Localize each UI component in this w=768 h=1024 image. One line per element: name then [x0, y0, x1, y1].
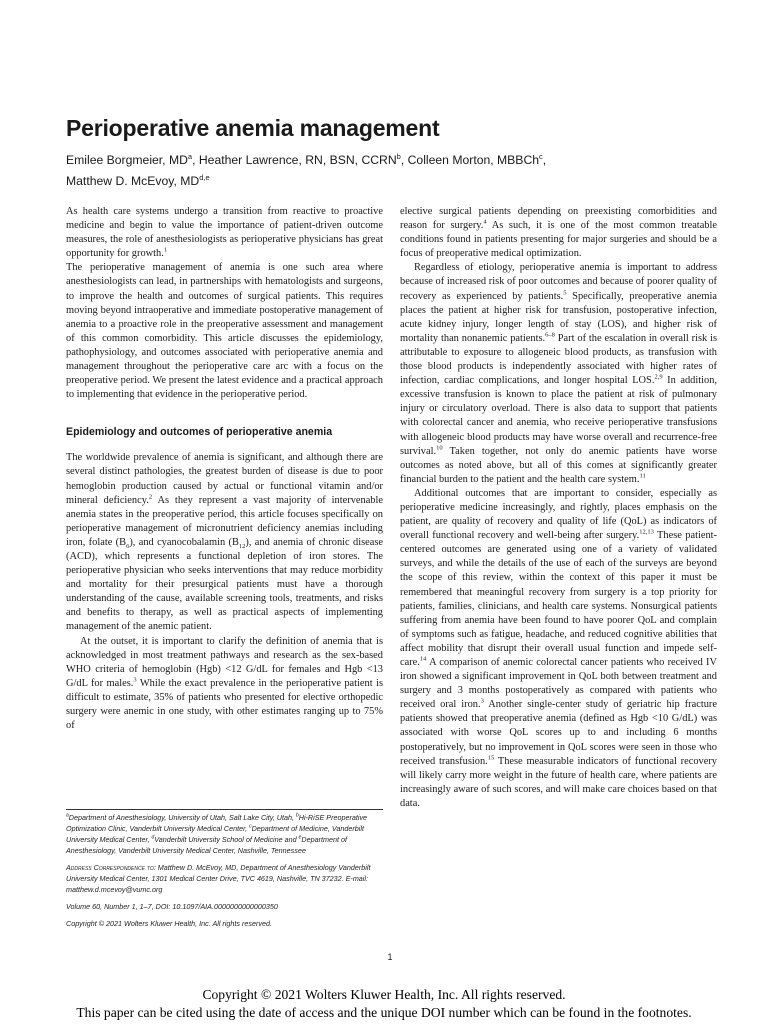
- author-affiliation-mark: b: [396, 152, 401, 161]
- subscript: 12: [238, 542, 246, 550]
- citation-ref: 1: [163, 246, 168, 254]
- author-name: Matthew D. McEvoy, MD: [66, 174, 200, 189]
- author-name: Emilee Borgmeier, MD: [66, 153, 188, 168]
- correspondence-label: Address Correspondence to:: [66, 863, 156, 872]
- citation-notice: This paper can be cited using the date of access and the unique DOI number which can be found in the footnotes.: [76, 1005, 692, 1020]
- affiliation-mark: e: [298, 834, 302, 841]
- right-column: [400, 205, 717, 811]
- paragraph-text: As such, it is one of the most common treatable conditions found in patients presenting for major surgeries and should be a focus of preoperative medical optimization.: [400, 220, 718, 260]
- paragraph-text: These patient-centered outcomes are generated using one of a variety of validated surveys, and while the details of the use of each of the surveys are beyond the scope of this review, within the context of this paper it must be remembered that meaningful recovery from surgery is a top priority for patients, families, clinicians, and health care systems. Nonsurgical patients suffering from anemia have been found to have poorer QoL and complain of symptoms such as fatigue, headache, and reduced cognitive abilities that affect mobility that disrupt their overall usual function and impede self-care.: [400, 530, 718, 668]
- footnote-divider: [66, 809, 383, 810]
- affiliation-text: Department of Anesthesiology, University of Utah, Salt Lake City, Utah,: [68, 813, 296, 822]
- paragraph-text: Specifically, preoperative anemia places the patient at higher risk for transfusion, postoperative infection, acute kidney injury, longer length of stay (LOS), and higher risk of mortality than nonanemic patients.: [400, 290, 718, 344]
- paragraph-text: As they represent a vast majority of intervenable anemia states in the preoperative period, this article focuses specifically on perioperative management of micronutrient deficiency anemias including iron, folate (B: [66, 494, 384, 548]
- citation-ref: 3: [133, 676, 137, 684]
- citation-note: Volume 60, Number 1, 1–7, DOI: 10.1097/AIA.0000000000000350: [66, 902, 278, 911]
- citation-ref: 2,9: [654, 373, 663, 381]
- citation-ref: 12,13: [639, 528, 654, 536]
- subscript: 6: [126, 542, 130, 550]
- paragraph-text: Taken together, not only do anemic patients have worse outcomes as noted above, but all of this comes at significantly greater financial burden to the patient and the health care system.: [400, 445, 717, 485]
- citation-ref: 6–8: [545, 331, 555, 339]
- author-separator: ,: [400, 153, 408, 168]
- citation-ref: 3: [480, 697, 484, 705]
- citation-ref: 14: [419, 655, 427, 663]
- copyright-notice: Copyright © 2021 Wolters Kluwer Health, Inc. All rights reserved.: [202, 987, 566, 1002]
- affiliation-text: Department of Medicine, Vanderbilt University Medical Center,: [66, 824, 364, 844]
- citation-ref: 5: [563, 289, 567, 297]
- paragraph-text: A comparison of anemic colorectal cancer patients who received IV iron showed a significant improvement in QoL both between treatment and surgery and 3 months postoperatively as compared with patients who received oral iron.: [400, 657, 717, 711]
- body-paragraph: [400, 261, 717, 487]
- paragraph-text: Another single-center study of geriatric hip fracture patients showed that preoperative anemia (defined as Hgb <10 G/dL) was associated with worse QoL scores up to and including 6 months postoperatively, but no improvement in QoL scores were seen in those who received transfusion.: [400, 699, 717, 767]
- affiliations-note: [66, 812, 386, 856]
- affiliation-text: Department of Anesthesiology, Vanderbilt University Medical Center, Nashville, Tennessee: [66, 835, 347, 855]
- affiliation-mark: d: [151, 834, 155, 841]
- body-paragraph: [66, 635, 383, 734]
- author-name: Heather Lawrence, RN, BSN, CCRN: [198, 153, 397, 168]
- paragraph-text: The worldwide prevalence of anemia is significant, and although there are several distinct pathologies, the greatest burden of disease is due to poor hemoglobin production caused by actual or functional vitamin and/or mineral deficiency.: [66, 452, 383, 506]
- section-heading: Epidemiology and outcomes of perioperative anemia: [66, 426, 333, 439]
- affiliation-mark: c: [249, 823, 252, 830]
- left-column: [66, 205, 383, 733]
- affiliation-mark: a: [66, 812, 69, 819]
- author-separator: ,: [192, 153, 199, 168]
- correspondence-note: [66, 862, 386, 895]
- author-name: Colleen Morton, MBBCh: [407, 153, 540, 168]
- author-list: [66, 148, 706, 190]
- paragraph-text: Additional outcomes that are important to consider, especially as perioperative medicine increasingly, and rightly, places emphasis on the patient, are quality of recovery and quality of life (QoL) as indicators of overall functional recovery and well-being after surgery.: [400, 487, 717, 542]
- paragraph-text: ), and cyanocobalamin (B: [129, 536, 239, 548]
- paragraph-text: ), and anemia of chronic disease (ACD), which represents a functional depletion of iron stores. The perioperative physician who seeks interventions that may reduce morbidity and mortality for their presurgical patients must have a thorough understanding of the cause, available screening tools, treatments, and risks and benefits to therapy, as well as practical aspects of implementing management of the anemic patient.: [66, 536, 383, 633]
- paragraph-text: Part of the escalation in overall risk is attributable to exposure to allogeneic blood products, as transfusion with those blood products is independently associated with higher rates of infection, cardiac complications, and longer hospital LOS.: [400, 332, 717, 387]
- article-title: Perioperative anemia management: [66, 115, 440, 141]
- citation-ref: 10: [436, 444, 443, 452]
- paragraph-text: elective surgical patients depending on preexisting comorbidities and reason for surgery.: [400, 206, 717, 232]
- body-paragraph: [66, 451, 383, 634]
- citation-ref: 11: [639, 472, 646, 480]
- author-affiliation-mark: c: [539, 152, 543, 161]
- intro-paragraph: The perioperative management of anemia is one such area where anesthesiologists can lead, in partnerships with hematologists and surgeons, to improve the health and outcomes of surgical patients. This requires moving beyond intraoperative and immediate postoperative management of anemia to a proactive role in the preoperative assessment and management of this common comorbidity. This article discusses the epidemiology, pathophysiology, and outcomes associated with perioperative anemia and management throughout the perioperative care arc with a focus on the preoperative period. We present the latest evidence and a practical approach to implementing that evidence in the perioperative period.: [66, 262, 383, 401]
- affiliation-text: Hi-RiSE Preoperative Optimization Clinic, Vanderbilt University Medical Center,: [66, 813, 368, 833]
- intro-paragraph: [66, 205, 383, 261]
- footnotes: [66, 812, 386, 935]
- citation-ref: 2: [148, 493, 153, 501]
- page-number: 1: [387, 952, 393, 962]
- paragraph-text: In addition, excessive transfusion is known to place the patient at risk of pulmonary injury or circulatory overload. There is also data to support that patients with colorectal cancer and anemia, who receive perioperative transfusions with allogeneic blood products may have worse overall and recurrence-free survival.: [400, 375, 717, 457]
- author-separator: ,: [542, 153, 547, 168]
- paragraph-text: While the exact prevalence in the perioperative patient is difficult to estimate, 35% of patients who presented for elective orthopedic surgery were anemic in one study, with other estimates ranging up to 75% of: [66, 677, 383, 732]
- citation-ref: 4: [483, 218, 487, 226]
- citation-ref: 15: [487, 754, 495, 762]
- correspondence-text: Matthew D. McEvoy, MD, Department of Anesthesiology Vanderbilt University Medical Center, 1301 Medical Center Drive, TVC 4619, Nashville, TN 37232. E-mail: matthew.d.mcevoy@vumc.org: [66, 863, 371, 894]
- author-affiliation-mark: d,e: [199, 173, 210, 183]
- paragraph-text: These measurable indicators of functional recovery will likely carry more weight in the future of health care, where patients are increasingly aware of such scores, and will make care choices based on that data.: [400, 755, 717, 809]
- body-paragraph: [400, 487, 717, 811]
- affiliation-text: Vanderbilt University School of Medicine and: [154, 835, 299, 844]
- body-paragraph: [400, 205, 717, 261]
- paragraph-text: Regardless of etiology, perioperative anemia is important to address because of increased risk of poor outcomes and because of poorer quality of recovery as experienced by patients.: [400, 262, 717, 302]
- paragraph-text: As health care systems undergo a transition from reactive to proactive medicine and begin to value the importance of patient-driven outcome measures, the role of anesthesiologists as perioperative physicians has great opportunity for growth.: [66, 206, 383, 260]
- copyright-note: Copyright © 2021 Wolters Kluwer Health, Inc. All rights reserved.: [66, 919, 272, 928]
- paragraph-text: At the outset, it is important to clarify the definition of anemia that is acknowledged in most treatment pathways and research as the sex-based WHO criteria of hemoglobin (Hgb) <12 G/dL for females and Hgb <13 G/dL for males.: [66, 635, 383, 689]
- author-affiliation-mark: a: [187, 152, 193, 161]
- affiliation-mark: b: [295, 812, 299, 819]
